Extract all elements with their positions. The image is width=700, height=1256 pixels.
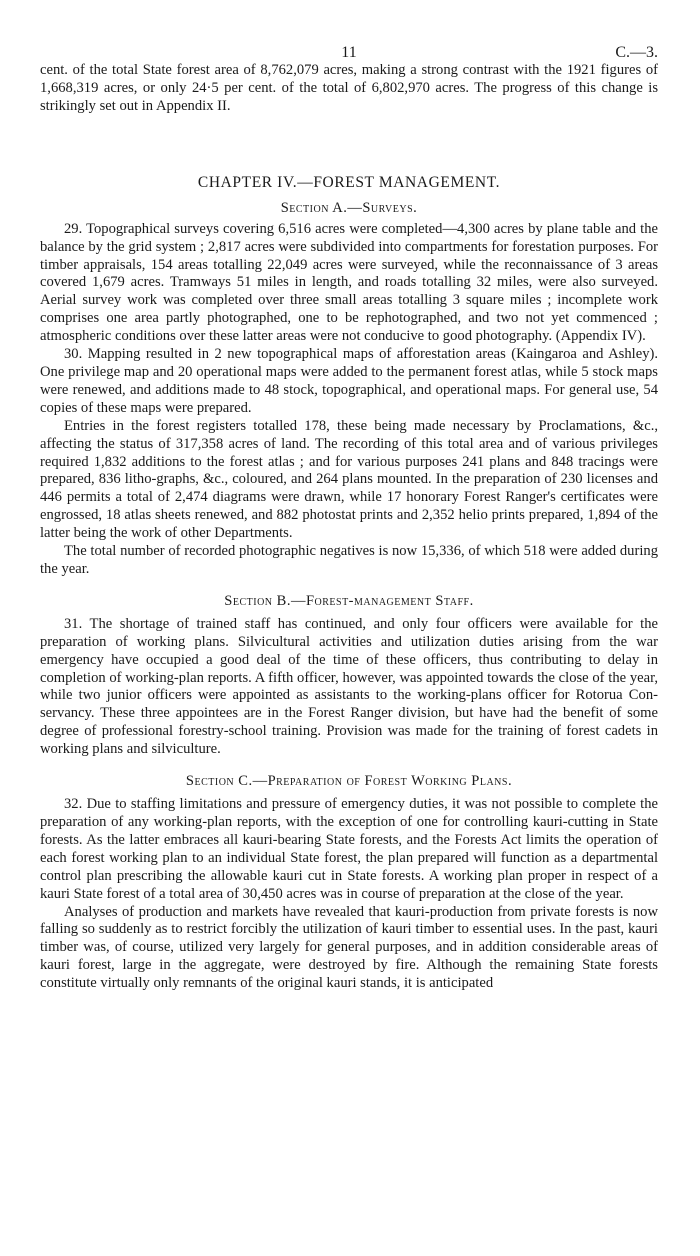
intro-paragraph: cent. of the total State forest area of 8,762,079 acres, making a strong contrast with the 1921 figures of 1,668,319 acres, or only 24·5 per cent. of the total of 6,802,970 acres. The progress of this change is strikingly set out in Appendix II. bbox=[40, 62, 658, 114]
section-c-title: Section C.—Preparation of Forest Working Plans. bbox=[185, 773, 513, 790]
page-header bbox=[40, 36, 658, 62]
chapter-title: CHAPTER IV.—FOREST MANAGEMENT. bbox=[197, 173, 501, 191]
page-number: 11 bbox=[341, 44, 357, 61]
section-b-title: Section B.—Forest-management Staff. bbox=[224, 592, 474, 609]
paragraph-forest-registers: Entries in the forest registers totalled 178, these being made necessary by Proclamations, &c., affecting the status of 317,358 acres of land. The recording of this total area and of various privileges required 1,832 additions to the forest atlas ; and for various purposes 241 plans and 848 tracings were prepared, 836 litho-graphs, &c., coloured, and 264 plans mounted. In the preparation of 230 licenses and 446 permits a total of 2,474 diagrams were drawn, while 17 honorary Forest Ranger's certificates were engrossed, 18 atlas sheets renewed, and 882 photostat prints and 2,352 helio prints prepared, 1,894 of the latter being the work of other Departments. bbox=[40, 417, 658, 542]
section-a-title: Section A.—Surveys. bbox=[280, 199, 418, 216]
paragraph-photographic-negatives: The total number of recorded photographic negatives is now 15,336, of which 518 were added during the year. bbox=[40, 543, 658, 577]
paragraph-30: 30. Mapping resulted in 2 new topographical maps of afforestation areas (Kaingaroa and Ashley). One privilege map and 20 operational maps were added to the permanent forest atlas, while 5 stock maps were renewed, and additions made to 48 stock, topographical, and operational maps. For general use, 54 copies of these maps were prepared. bbox=[40, 346, 658, 416]
paragraph-31: 31. The shortage of trained staff has continued, and only four officers were available for the preparation of working plans. Silvicultural activities and utilization duties arising from the war emergency have occupied a good deal of the time of these officers, thus contributing to delay in completion of working-plan reports. A fifth officer, however, was appointed towards the close of the year, while two junior officers were appointed as assistants to the working-plans officer for Rotorua Con-servancy. These three appointees are in the Forest Ranger division, but have had the benefit of some degree of professional forestry-school training. Provision was made for the training of forest cadets in working plans and silviculture. bbox=[40, 615, 658, 758]
paragraph-32: 32. Due to staffing limitations and pressure of emergency duties, it was not possible to complete the preparation of any working-plan reports, with the exception of one for controlling kauri-cutting in State forests. As the latter embraces all kauri-bearing State forests, and the Forests Act limits the operation of each forest working plan to an individual State forest, the plan prepared will function as a departmental control plan prescribing the allowable kauri cut in State forests. A working plan proper in respect of a kauri State forest of a total area of 30,450 acres was in course of preparation at the close of the year. bbox=[40, 796, 658, 902]
paragraph-kauri-analyses: Analyses of production and markets have revealed that kauri-production from private forests is now falling so suddenly as to restrict forcibly the utilization of kauri timber to essential uses. In the past, kauri timber was, of course, utilized very largely for general purposes, and in addition considerable areas of kauri forest, large in the aggregate, were destroyed by fire. Although the remaining State forests constitute virtually only remnants of the original kauri stands, it is anticipated bbox=[40, 903, 658, 992]
document-reference: C.—3. bbox=[615, 44, 658, 61]
paragraph-29: 29. Topographical surveys covering 6,516 acres were completed—4,300 acres by plane table and the balance by the grid system ; 2,817 acres were subdivided into compartments for forestation purposes. For timber appraisals, 154 areas totalling 22,049 acres were surveyed, while the reconnaissance of 3 areas covered 1,679 acres. Tramways 51 miles in length, and roads totalling 32 miles, were also surveyed. Aerial survey work was completed over three small areas totalling 3 square miles ; incomplete work comprises one area partly photographed, one to be rephotographed, and two not yet commenced ; atmospheric conditions over these latter areas were not conducive to good photography. (Appendix IV). bbox=[40, 220, 658, 345]
